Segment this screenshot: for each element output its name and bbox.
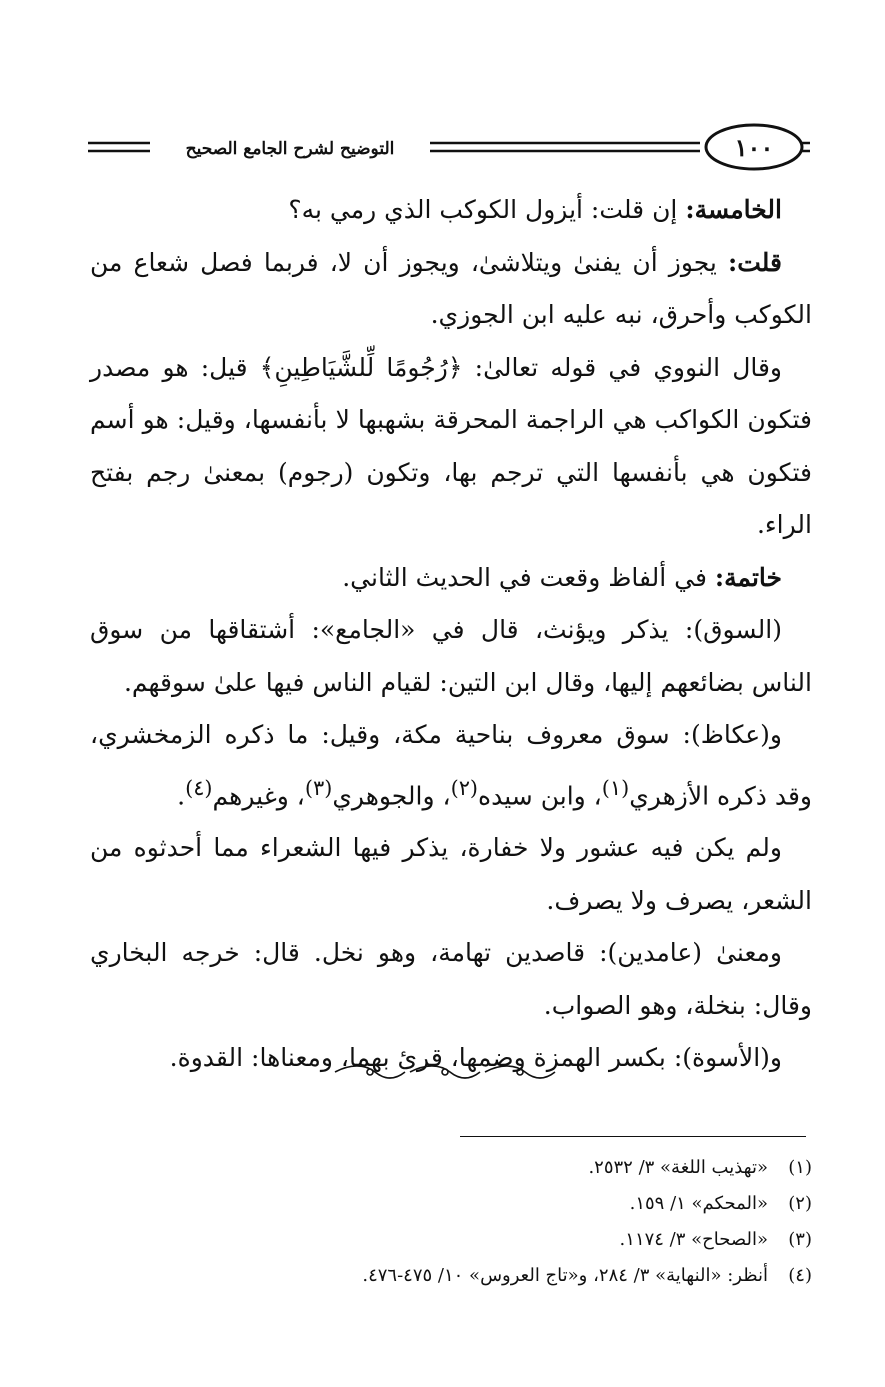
footnote: [200, 1222, 812, 1258]
paragraph: وقال النووي في قوله تعالىٰ: ﴿رُجُومًا لِّلشَّيَاطِينِ﴾ قيل: هو مصدر فتكون الكواكب هي الراجمة المحرقة بشهبها لا بأنفسها، وقيل: هو أسم فتكون هي بأنفسها التي ترجم بها، وتكون (رجوم) بمعنىٰ رجم بفتح الراء.: [90, 352, 812, 539]
page-number: ١٠٠: [734, 133, 774, 162]
paragraph-text: .: [177, 780, 186, 810]
paragraph: [90, 552, 812, 605]
footnote-text: «المحكم» ١/ ١٥٩.: [629, 1193, 768, 1214]
paragraph-text: يجوز أن يفنىٰ ويتلاشىٰ، ويجوز أن لا، فربما فصل شعاع من الكوكب وأحرق، نبه عليه ابن الجوزي.: [90, 247, 812, 329]
running-title: التوضيح لشرح الجامع الصحيح: [150, 134, 430, 164]
paragraph-text: و(عكاظ): سوق معروف بناحية مكة، وقيل: ما ذكره الزمخشري، وقد ذكره الأزهري: [90, 720, 812, 810]
footnote-text: أنظر: «النهاية» ٣/ ٢٨٤، و«تاج العروس» ١٠/ ٤٧٥-٤٧٦.: [362, 1265, 768, 1286]
paragraph-text: ، وغيرهم: [212, 780, 305, 810]
paragraph-text: إن قلت: أيزول الكوكب الذي رمي به؟: [288, 195, 686, 224]
footnote: [200, 1258, 812, 1294]
footnote-ref: (٤): [185, 775, 213, 800]
paragraph-lead: خاتمة:: [714, 562, 782, 592]
page-header: [88, 118, 810, 188]
footnote-number: (٣): [788, 1229, 812, 1250]
footnote-text: «تهذيب اللغة» ٣/ ٢٥٣٢.: [588, 1157, 768, 1178]
paragraph: ومعنىٰ (عامدين): قاصدين تهامة، وهو نخل. قال: خرجه البخاري وقال: بنخلة، وهو الصواب.: [90, 938, 812, 1020]
paragraph-lead: قلت:: [727, 247, 782, 277]
footnote-text: «الصحاح» ٣/ ١١٧٤.: [619, 1229, 768, 1250]
footnote-number: (٢): [788, 1193, 812, 1214]
paragraph-text: ، والجوهري: [332, 780, 451, 810]
footnote-separator: [460, 1136, 806, 1137]
footnote-ref: (١): [601, 775, 630, 800]
footnote: [200, 1150, 812, 1186]
footnote-number: (٤): [788, 1265, 812, 1286]
footnote-ref: (٣): [304, 775, 333, 800]
footnote-number: (١): [788, 1157, 812, 1178]
footnotes: [200, 1150, 812, 1294]
paragraph: و(الأسوة): بكسر الهمزة وضمها، قرئ بهما، ومعناها: القدوة.: [169, 1043, 782, 1073]
paragraph: (السوق): يذكر ويؤنث، قال في «الجامع»: أشتقاقها من سوق الناس بضائعهم إليها، وقال ابن التين: لقيام الناس فيها علىٰ سوقهم.: [90, 615, 812, 697]
section-end-ornament-icon: [330, 1062, 560, 1082]
paragraph-lead: الخامسة:: [685, 195, 782, 224]
paragraph-text: ، وابن سيده: [478, 780, 602, 810]
footnote-ref: (٢): [450, 775, 479, 800]
paragraph-text: في ألفاظ وقعت في الحديث الثاني.: [342, 562, 715, 592]
paragraph: [90, 184, 812, 237]
paragraph: [90, 709, 812, 822]
paragraph: [90, 237, 812, 342]
main-text: [90, 184, 812, 1085]
footnote: [200, 1186, 812, 1222]
paragraph: ولم يكن فيه عشور ولا خفارة، يذكر فيها الشعراء مما أحدثوه من الشعر، يصرف ولا يصرف.: [90, 833, 812, 915]
